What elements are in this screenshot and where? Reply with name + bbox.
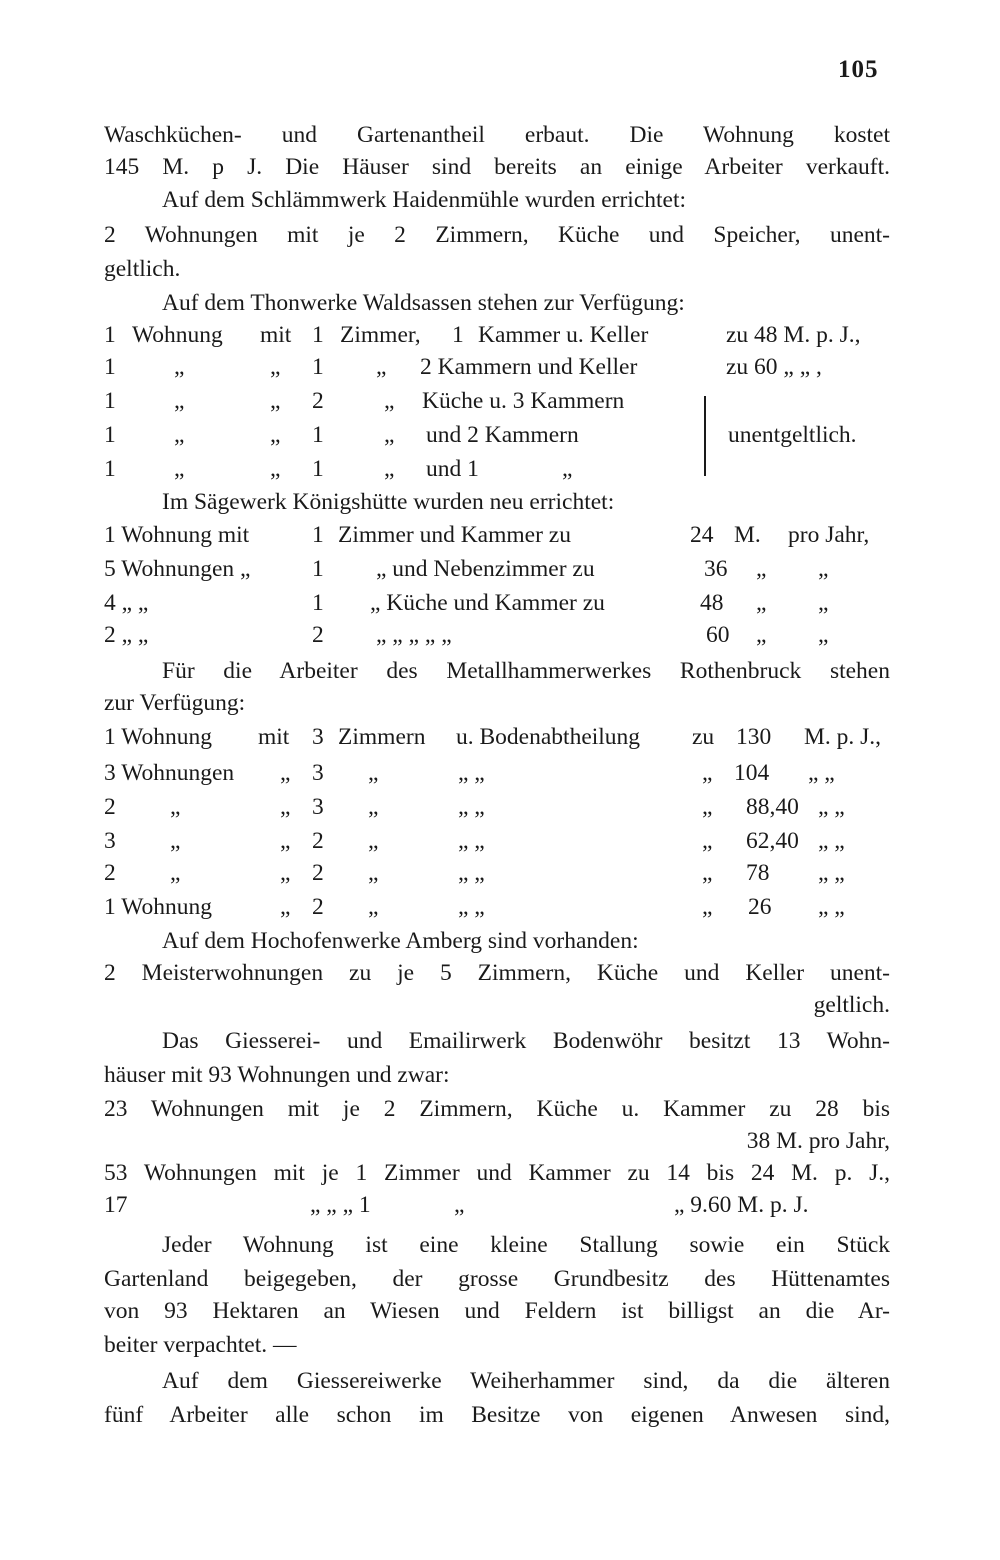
table-row: 1 Wohnung mit 1 Zimmer und Kammer zu 24 M. pro Jahr, xyxy=(104,522,870,548)
table-row: 2 „ „ 2 „ „ „ „ 78 „ „ xyxy=(104,860,845,886)
curly-brace xyxy=(704,396,718,476)
text-line: Gartenland beigegeben, der grosse Grundbesitz des Hüttenamtes xyxy=(104,1266,890,1292)
table-row: 2 „ „ 2 „ „ „ „ „ 60 „ „ xyxy=(104,622,829,648)
text-line: beiter verpachtet. — xyxy=(104,1332,297,1358)
section-intro: Für die Arbeiter des Metallhammerwerkes Rothenbruck stehen xyxy=(162,658,890,684)
text-line: Auf dem Giessereiwerke Weiherhammer sind, da die älteren xyxy=(162,1368,890,1394)
table-row: 1 „ „ 2 „ Küche u. 3 Kammern xyxy=(104,388,625,414)
table-row: 1 Wohnung mit 1 Zimmer, 1 Kammer u. Keller zu 48 M. p. J., xyxy=(104,322,861,348)
table-row: 3 Wohnungen „ 3 „ „ „ „ 104 „ „ xyxy=(104,760,835,786)
text-line: 145 M. p J. Die Häuser sind bereits an einige Arbeiter verkauft. xyxy=(104,154,890,180)
table-row: 4 „ „ 1 „ Küche und Kammer zu 48 „ „ xyxy=(104,590,829,616)
text-line: von 93 Hektaren an Wiesen und Feldern ist billigst an die Ar- xyxy=(104,1298,890,1324)
text-line: geltlich. xyxy=(813,992,890,1018)
section-intro: Auf dem Schlämmwerk Haidenmühle wurden errichtet: xyxy=(162,187,687,213)
text-line: Jeder Wohnung ist eine kleine Stallung sowie ein Stück xyxy=(162,1232,890,1258)
table-row: 2 „ „ 3 „ „ „ „ 88,40 „ „ xyxy=(104,794,845,820)
text-line: geltlich. xyxy=(104,256,181,282)
section-intro: Auf dem Thonwerke Waldsassen stehen zur Verfügung: xyxy=(162,290,685,316)
text-line: zur Verfügung: xyxy=(104,690,246,716)
text-line: fünf Arbeiter alle schon im Besitze von eigenen Anwesen sind, xyxy=(104,1402,890,1428)
text-line: 2 Meisterwohnungen zu je 5 Zimmern, Küche und Keller unent- xyxy=(104,960,890,986)
table-row: 3 „ „ 2 „ „ „ „ 62,40 „ „ xyxy=(104,828,845,854)
text-line: Waschküchen- und Gartenantheil erbaut. Die Wohnung kostet xyxy=(104,122,890,148)
section-intro: Auf dem Hochofenwerke Amberg sind vorhanden: xyxy=(162,928,639,954)
table-row: 1 „ „ 1 „ und 1 „ xyxy=(104,456,573,482)
text-line: 2 Wohnungen mit je 2 Zimmern, Küche und Speicher, unent- xyxy=(104,222,890,248)
text-line: 38 M. pro Jahr, xyxy=(746,1128,890,1154)
table-row: 5 Wohnungen „ 1 „ und Nebenzimmer zu 36 „ „ xyxy=(104,556,829,582)
table-row: 17 „ „ „ 1 „ „ 9.60 M. p. J. xyxy=(104,1192,809,1218)
section-intro: Im Sägewerk Königshütte wurden neu errichtet: xyxy=(162,489,615,515)
text-line: häuser mit 93 Wohnungen und zwar: xyxy=(104,1062,450,1088)
table-row: 1 Wohnung „ 2 „ „ „ „ 26 „ „ xyxy=(104,894,845,920)
table-row: 1 „ „ 1 „ 2 Kammern und Keller zu 60 „ „ , xyxy=(104,354,822,380)
page-number: 105 xyxy=(838,56,879,83)
section-intro: Das Giesserei- und Emailirwerk Bodenwöhr besitzt 13 Wohn- xyxy=(162,1028,890,1054)
table-row: 1 Wohnung mit 3 Zimmern u. Bodenabtheilung zu 130 M. p. J., xyxy=(104,724,882,750)
table-row: 1 „ „ 1 „ und 2 Kammern unentgeltlich. xyxy=(104,422,857,448)
text-line: 53 Wohnungen mit je 1 Zimmer und Kammer zu 14 bis 24 M. p. J., xyxy=(104,1160,890,1186)
text-line: 23 Wohnungen mit je 2 Zimmern, Küche u. Kammer zu 28 bis xyxy=(104,1096,890,1122)
